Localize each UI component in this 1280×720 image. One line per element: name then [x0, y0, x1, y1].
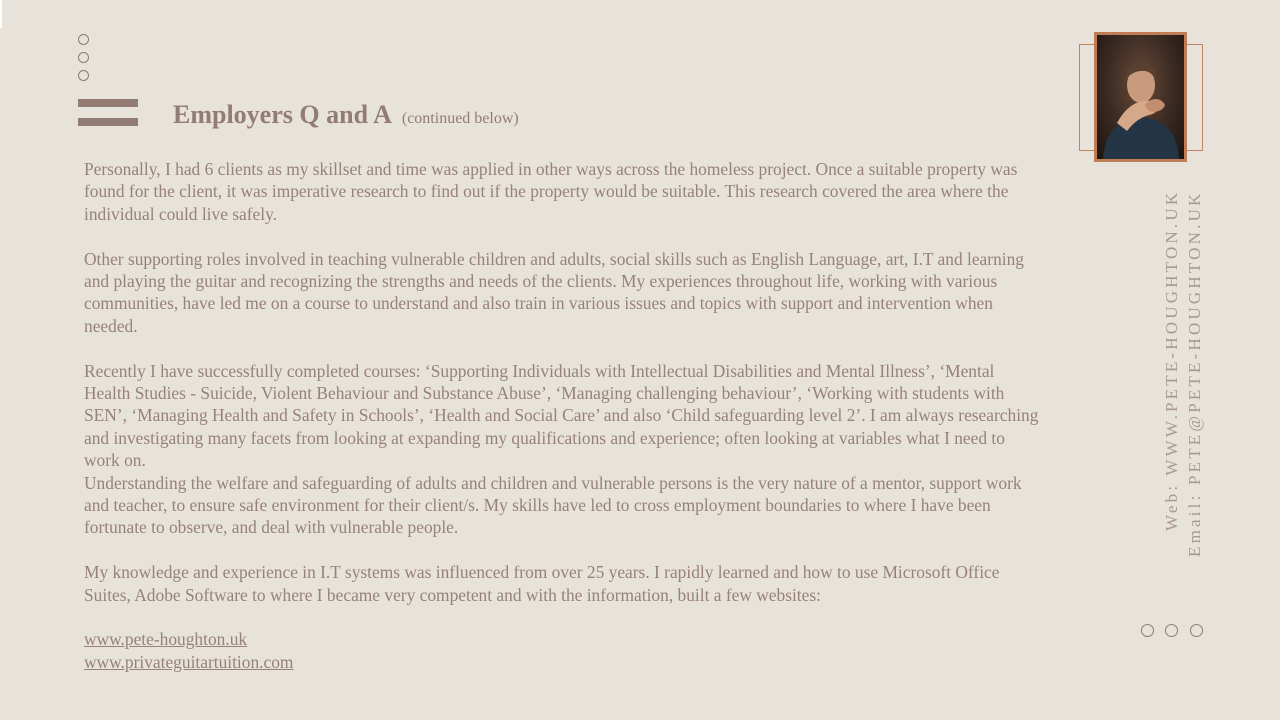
page-subtitle: (continued below): [401, 110, 519, 127]
decor-circle-icon: [1190, 624, 1203, 637]
paragraph-supporting-roles: Other supporting roles involved in teaching vulnerable children and adults, social skills such as English Language, art, I.T and learning and playing the guitar and recognizing the strengths and needs of the clients. My experiences throughout life, working with various communities, have led me on a course to understand and also train in various issues and topics with support and intervention when needed.: [84, 248, 1024, 336]
paragraph-gap: [84, 337, 1039, 359]
decor-circle-icon: [1141, 624, 1154, 637]
profile-photo: [1094, 32, 1187, 162]
portrait-figure-icon: [1097, 35, 1184, 159]
decor-circle-icon: [78, 70, 89, 81]
decor-bar: [78, 118, 138, 126]
paragraph-courses: Recently I have successfully completed courses: ‘Supporting Individuals with Intellectual Disabilities and Mental Illness’, ‘Mental Health Studies - Suicide, Violent Behaviour and Substance Abuse’, ‘Managing challenging behaviour’, ‘Working with students with SEN’, ‘Managing Health and Safety in Schools’, ‘Health and Social Care’ and also ‘Child safeguarding level 2’. I am always researching and investigating many facets from looking at expanding my qualifications and experience; often looking at variables what I need to work on.: [84, 360, 1039, 471]
decor-circle-icon: [78, 34, 89, 45]
website-vertical-text: Web: WWW.PETE-HOUGHTON.UK: [1162, 190, 1181, 532]
link-pete-houghton[interactable]: www.pete-houghton.uk: [84, 629, 248, 650]
body-text: [84, 158, 1039, 673]
link-private-guitar-tuition[interactable]: www.privateguitartuition.com: [84, 651, 294, 672]
paragraph-safeguarding: Understanding the welfare and safeguarding of adults and children and vulnerable persons is the very nature of a mentor, support work and teacher, to ensure safe environment for their client/s. My skills have led to cross employment boundaries to where I have been fortunate to observe, and deal with vulnerable people.: [84, 472, 1022, 538]
paragraph-gap: [84, 225, 1039, 247]
page-header: [173, 100, 519, 130]
decor-circle-icon: [78, 52, 89, 63]
page-title: Employers Q and A: [173, 100, 392, 129]
paragraph-clients: Personally, I had 6 clients as my skillset and time was applied in other ways across the homeless project. Once a suitable property was found for the client, it was imperative research to find out if the property would be suitable. This research covered the area where the individual could live safely.: [84, 159, 1018, 224]
email-vertical-text: Email: PETE@PETE-HOUGHTON.UK: [1185, 190, 1204, 557]
paragraph-gap: [84, 606, 1039, 628]
decor-bar: [78, 99, 138, 107]
paragraph-gap: [84, 539, 1039, 561]
decor-circle-icon: [1165, 624, 1178, 637]
corner-mark: [0, 0, 2, 28]
paragraph-it-experience: My knowledge and experience in I.T systems was influenced from over 25 years. I rapidly learned and how to use Microsoft Office Suites, Adobe Software to where I became very competent and with the information, built a few websites:: [84, 562, 1000, 605]
